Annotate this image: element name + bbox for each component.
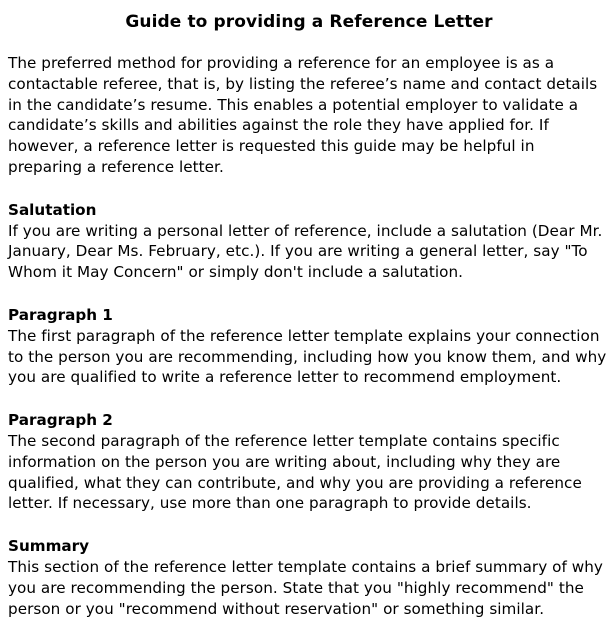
section-salutation [8, 200, 610, 283]
section-body-summary[interactable]: This section of the reference letter template contains a brief summary of why you are recommending the person. State that you "highly recommend" the person or you "recommend without reservation" or something similar. [8, 557, 603, 618]
section-heading-paragraph-1: Paragraph 1 [8, 305, 113, 324]
document-page [8, 10, 610, 619]
section-summary [8, 536, 610, 619]
document-title: Guide to providing a Reference Letter [125, 12, 493, 32]
intro-paragraph[interactable]: The preferred method for providing a reference for an employee is as a contactable referee, that is, by listing the referee’s name and contact details in the candidate’s resume. This enables a potential employer to validate a candidate’s skills and abilities against the role they have applied for. If however, a reference letter is requested this guide may be helpful in preparing a reference letter. [8, 54, 598, 176]
section-heading-salutation: Salutation [8, 200, 97, 219]
section-paragraph-1 [8, 305, 610, 388]
section-body-paragraph-1[interactable]: The first paragraph of the reference letter template explains your connection to the person you are recommending, including how you know them, and why you are qualified to write a reference letter to recommend employment. [8, 326, 607, 387]
section-body-paragraph-2[interactable]: The second paragraph of the reference letter template contains specific information on the person you are writing about, including why they are qualified, what they can contribute, and why you are providing a reference letter. If necessary, use more than one paragraph to provide details. [8, 431, 582, 513]
section-paragraph-2 [8, 410, 610, 514]
section-heading-paragraph-2: Paragraph 2 [8, 411, 113, 430]
section-heading-summary: Summary [8, 537, 90, 556]
section-body-salutation[interactable]: If you are writing a personal letter of reference, include a salutation (Dear Mr. January, Dear Ms. February, etc.). If you are writing a general letter, say "To Whom it May Concern" or simply don't include a salutation. [8, 221, 603, 282]
